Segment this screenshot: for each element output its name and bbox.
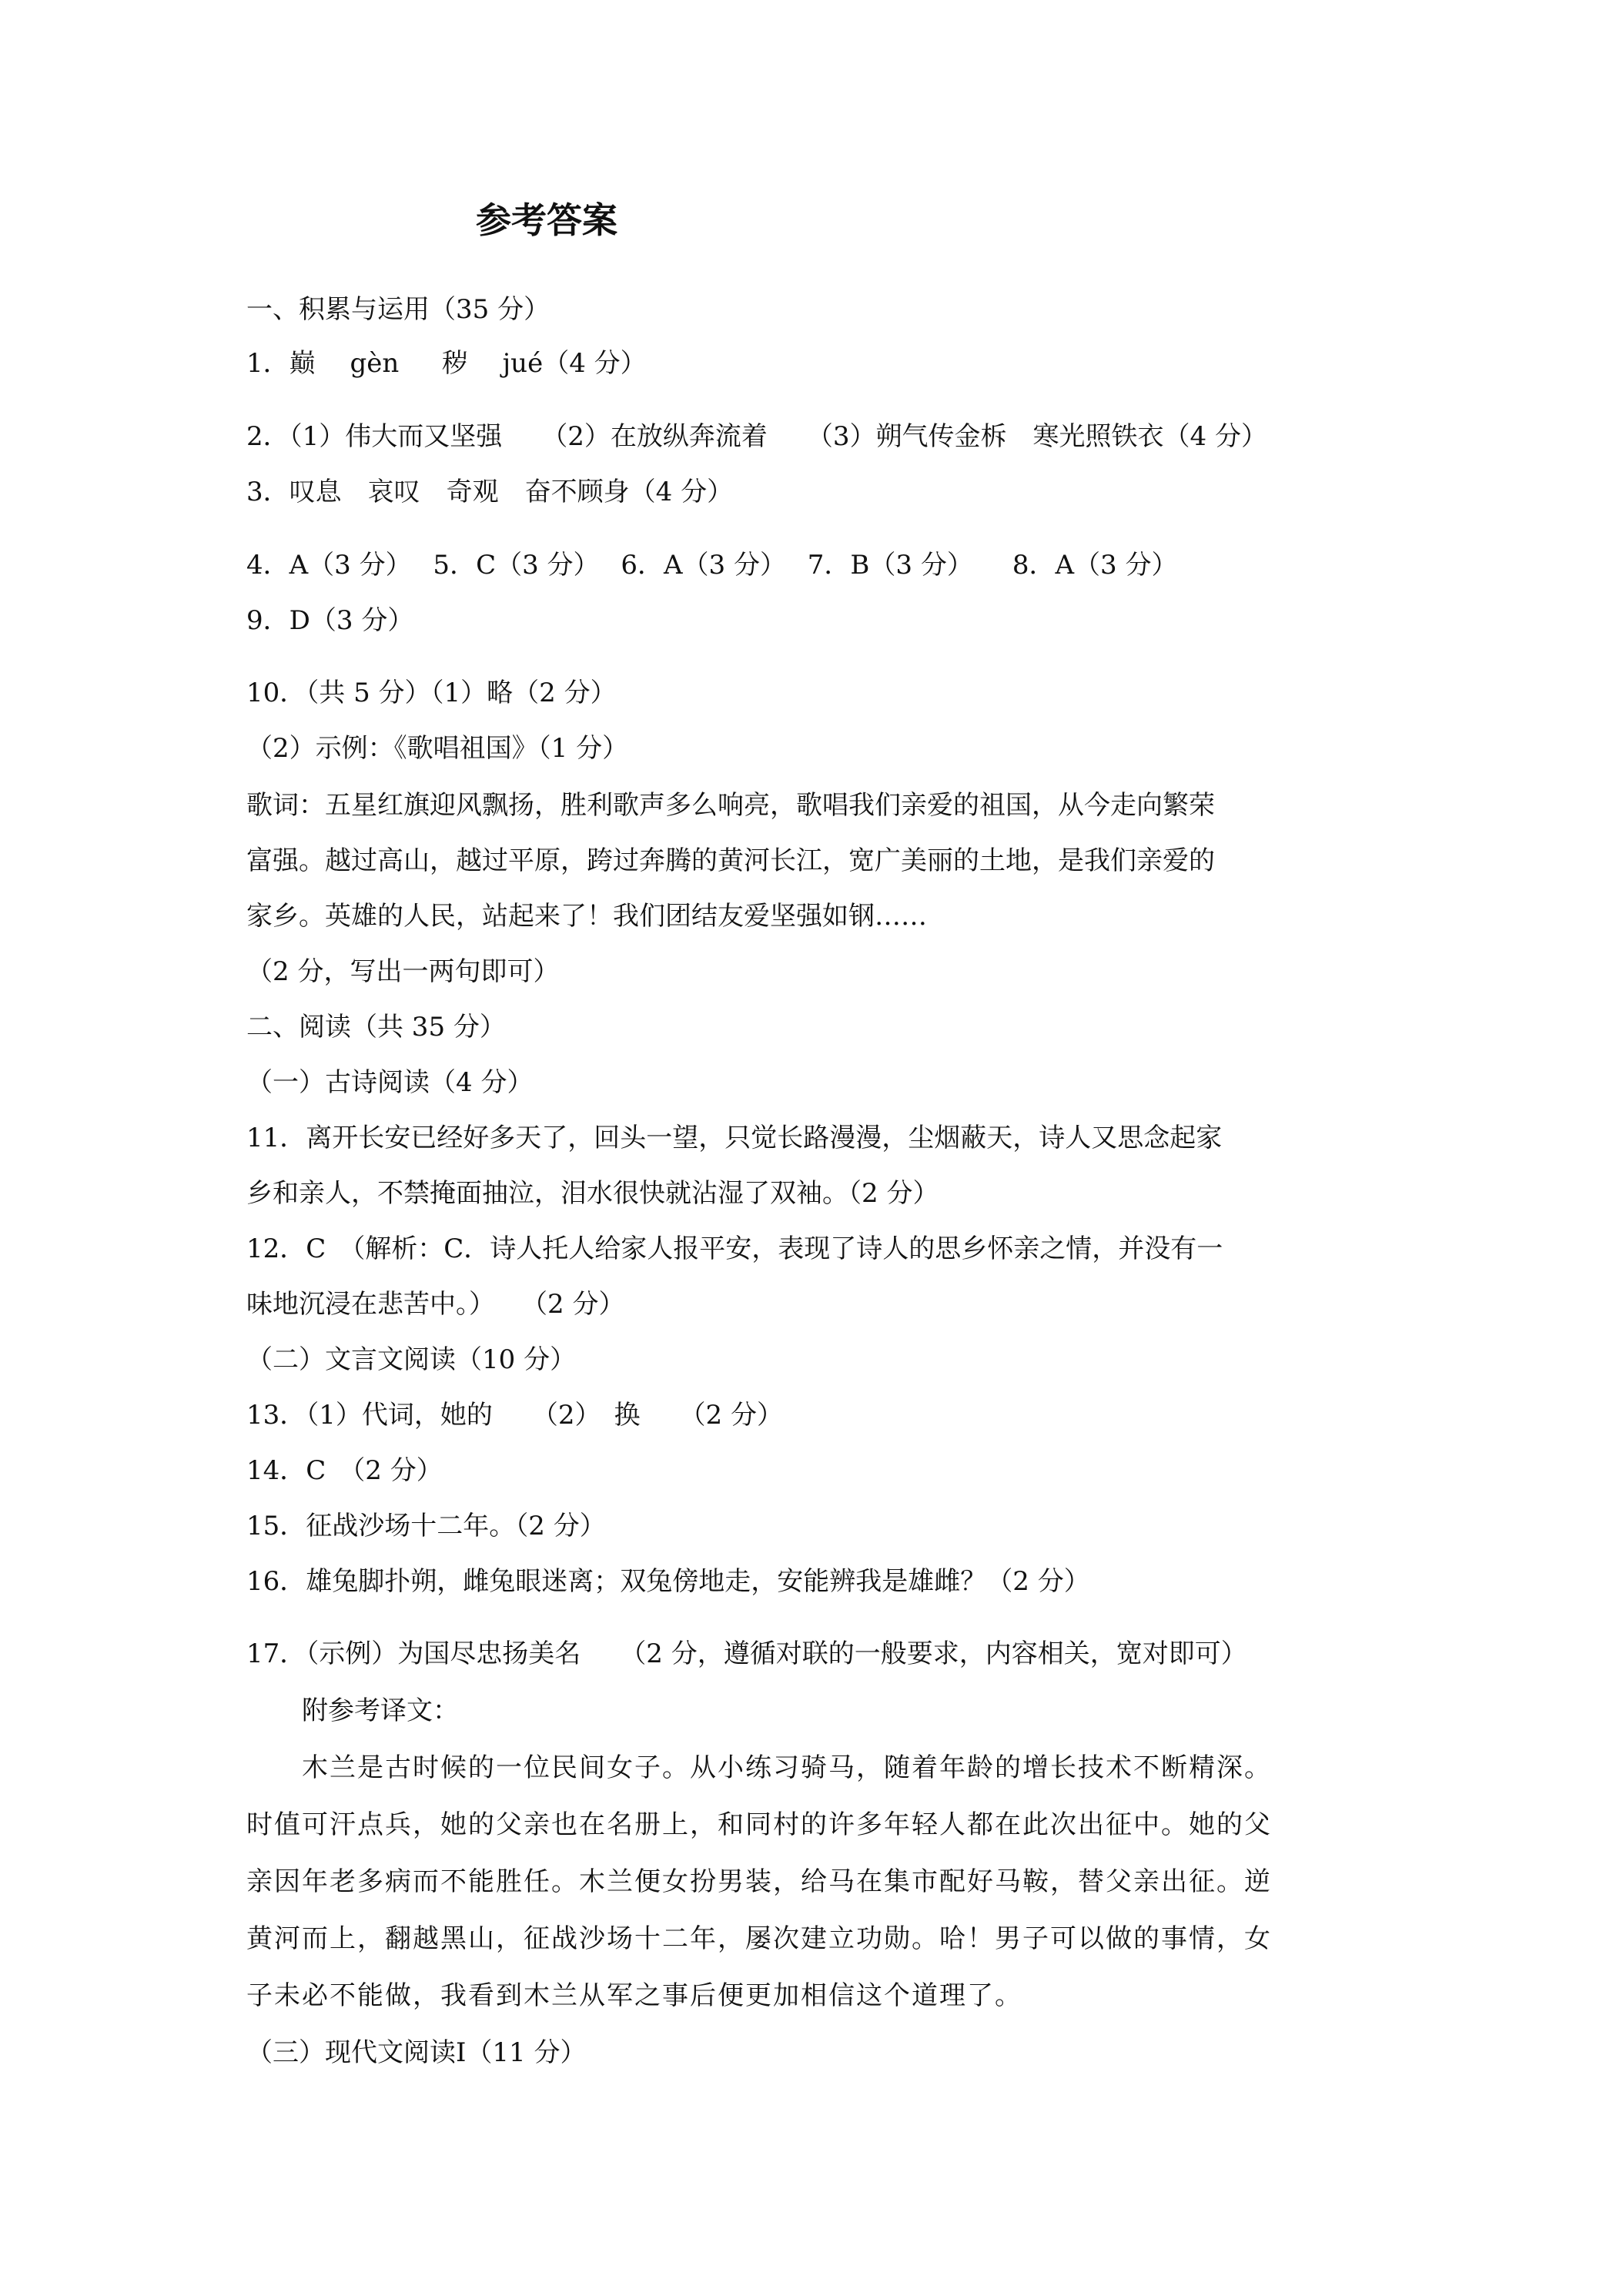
subsection-heading-classical: （二）文言文阅读（10 分） [246,1344,577,1375]
translation-heading: 附参考译文： [302,1695,459,1726]
translation-line-1: 木兰是古时候的一位民间女子。从小练习骑马，随着年龄的增长技术不断精深。 [302,1752,1272,1783]
answer-line-12a: 12．C （解析：C．诗人托人给家人报平安，表现了诗人的思乡怀亲之情，并没有一 [246,1233,1223,1264]
answer-line-16: 16．雄兔脚扑朔，雌兔眼迷离；双兔傍地走，安能辨我是雄雌？（2 分） [246,1566,1090,1597]
translation-line-4: 黄河而上，翻越黑山，征战沙场十二年，屡次建立功勋。哈！男子可以做的事情，女 [246,1923,1272,1954]
answer-line-15: 15．征战沙场十二年。（2 分） [246,1511,606,1541]
answer-line-13: 13．（1）代词，她的 （2） 换 （2 分） [246,1400,783,1431]
translation-line-3: 亲因年老多病而不能胜任。木兰便女扮男装，给马在集市配好马鞍，替父亲出征。逆 [246,1866,1272,1897]
answer-line-12b: 味地沉浸在悲苦中。） （2 分） [246,1289,625,1320]
subsection-heading-modern: （三）现代文阅读Ⅰ（11 分） [246,2037,587,2068]
subsection-heading-poem: （一）古诗阅读（4 分） [246,1067,534,1098]
section-heading-1: 一、积累与运用（35 分） [246,294,550,325]
lyrics-line-3: 家乡。英雄的人民，站起来了！我们团结友爱坚强如钢…… [246,901,927,932]
answer-line-4-8: 4．A（3 分） 5．C（3 分） 6．A（3 分） 7．B（3 分） 8．A（3 分） [246,550,1178,581]
translation-line-5: 子未必不能做，我看到木兰从军之事后便更加相信这个道理了。 [246,1980,1022,2011]
lyrics-line-1: 歌词：五星红旗迎风飘扬，胜利歌声多么响亮，歌唱我们亲爱的祖国，从今走向繁荣 [246,790,1215,821]
answer-line-9: 9．D（3 分） [246,605,414,636]
section-heading-2: 二、阅读（共 35 分） [246,1012,506,1043]
answer-line-17: 17．（示例）为国尽忠扬美名 （2 分，遵循对联的一般要求，内容相关，宽对即可） [246,1638,1247,1669]
page-title: 参考答案 [476,199,617,241]
answer-line-1: 1．巅 gèn 秽 jué（4 分） [246,348,647,379]
lyrics-line-2: 富强。越过高山，越过平原，跨过奔腾的黄河长江，宽广美丽的土地，是我们亲爱的 [246,845,1215,876]
answer-line-10: 10．（共 5 分）（1）略（2 分） [246,678,617,708]
answer-line-2: 2．（1）伟大而又坚强 （2）在放纵奔流着 （3）朔气传金柝 寒光照铁衣（4 分） [246,421,1267,452]
answer-line-11a: 11．离开长安已经好多天了，回头一望，只觉长路漫漫，尘烟蔽天，诗人又思念起家 [246,1123,1223,1153]
translation-line-2: 时值可汗点兵，她的父亲也在名册上，和同村的许多年轻人都在此次出征中。她的父 [246,1809,1272,1840]
lyrics-note: （2 分，写出一两句即可） [246,956,560,987]
answer-line-11b: 乡和亲人，不禁掩面抽泣，泪水很快就沾湿了双袖。（2 分） [246,1178,939,1209]
answer-line-10-2: （2）示例：《歌唱祖国》（1 分） [246,733,629,764]
answer-line-3: 3．叹息 哀叹 奇观 奋不顾身（4 分） [246,477,734,507]
answer-line-14: 14．C （2 分） [246,1455,443,1486]
